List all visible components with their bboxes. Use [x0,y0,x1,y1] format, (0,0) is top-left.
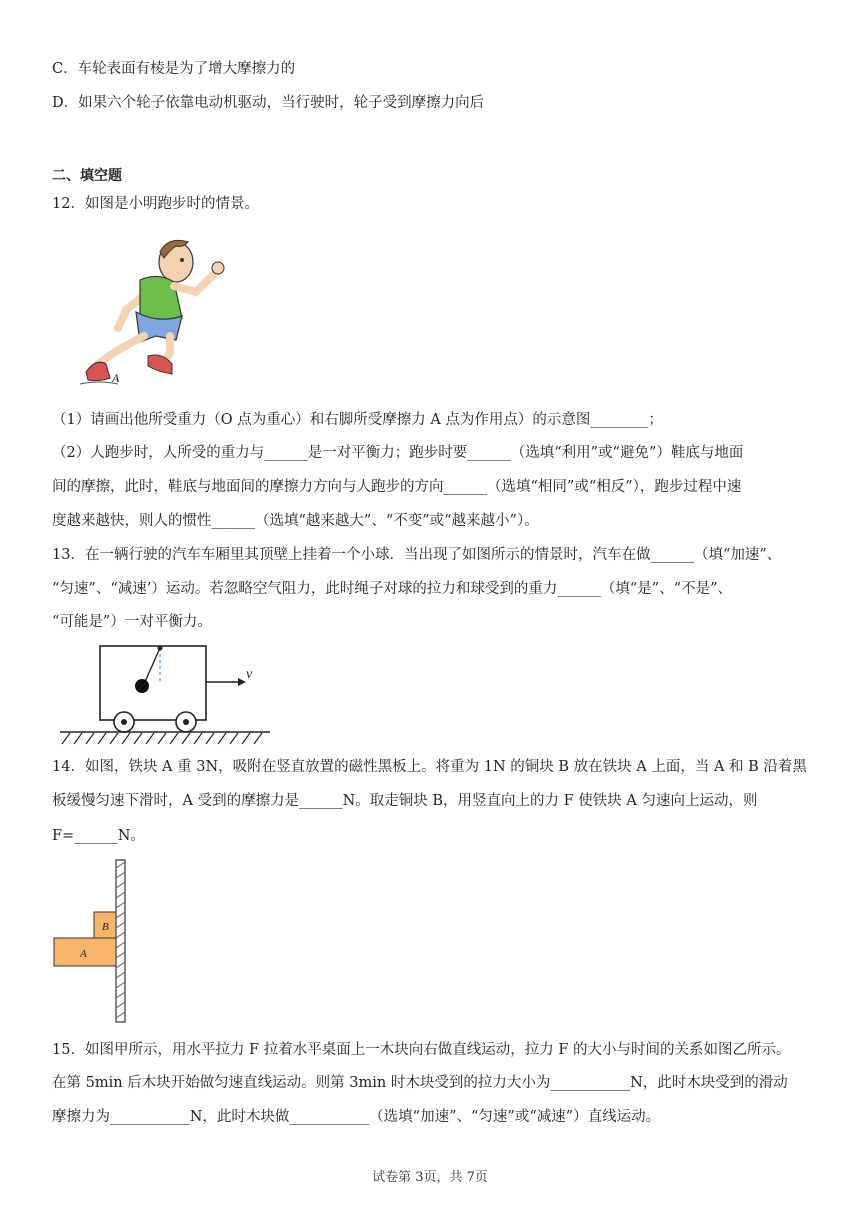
q13-line1: 13．在一辆行驶的汽车车厢里其顶壁上挂着一个小球．当出现了如图所示的情景时，汽车在做______（填“加速”、 [52,547,782,563]
q15-line1: 15．如图甲所示，用水平拉力 F 拉着水平桌面上一木块向右做直线运动，拉力 F 的大小与时间的关系如图乙所示。 [52,1042,791,1058]
q12-part2-line2: 间的摩擦，此时，鞋底与地面间的摩擦力方向与人跑步的方向______（选填“相同”或“相反”），跑步过程中速 [52,479,742,495]
q15-line3: 摩擦力为___________N，此时木块做___________（选填“加速”、“匀速”或“减速”）直线运动。 [52,1109,661,1125]
q12-part2-line1: （2）人跑步时，人所受的重力与______是一对平衡力；跑步时要______（选填“利用”或“避免”）鞋底与地面 [52,445,744,461]
magnet-board-figure [52,858,132,1026]
running-boy-figure [78,232,230,392]
q13-line2: “匀速”、“减速’）运动。若忽略空气阻力，此时绳子对球的拉力和球受到的重力______（填“是”、“不是”、 [52,581,732,597]
choice-d: D．如果六个轮子依靠电动机驱动，当行驶时，轮子受到摩擦力向后 [52,95,485,111]
q12-part2-line3: 度越来越快，则人的惯性______（选填“越来越大”、“不变”或“越来越小”）。 [52,513,539,529]
block-b-label: B [102,921,109,933]
block-a-label: A [80,948,87,960]
section-title: 二、填空题 [52,168,122,184]
q14-line2: 板缓慢匀速下滑时，A 受到的摩擦力是______N。取走铜块 B，用竖直向上的力 F 使铁块 A 匀速向上运动，则 [52,793,758,809]
choice-c: C．车轮表面有棱是为了增大摩擦力的 [52,61,296,77]
page-footer: 试卷第 3页，共 7页 [372,1170,488,1185]
velocity-label: v [246,667,253,682]
car-pendulum-figure [56,644,276,748]
q14-line1: 14．如图，铁块 A 重 3N，吸附在竖直放置的磁性黑板上。将重为 1N 的铜块 B 放在铁块 A 上面，当 A 和 B 沿着黑 [52,759,807,775]
point-a-label: A [112,371,120,385]
q12-stem: 12．如图是小明跑步时的情景。 [52,196,259,212]
q12-part1: （1）请画出他所受重力（O 点为重心）和右脚所受摩擦力 A 点为作用点）的示意图________； [52,412,663,428]
q13-line3: “可能是”）一对平衡力。 [52,614,212,630]
q14-line3: F=______N。 [52,828,145,844]
q15-line2: 在第 5min 后木块开始做匀速直线运动。则第 3min 时木块受到的拉力大小为___________N，此时木块受到的滑动 [52,1075,788,1091]
